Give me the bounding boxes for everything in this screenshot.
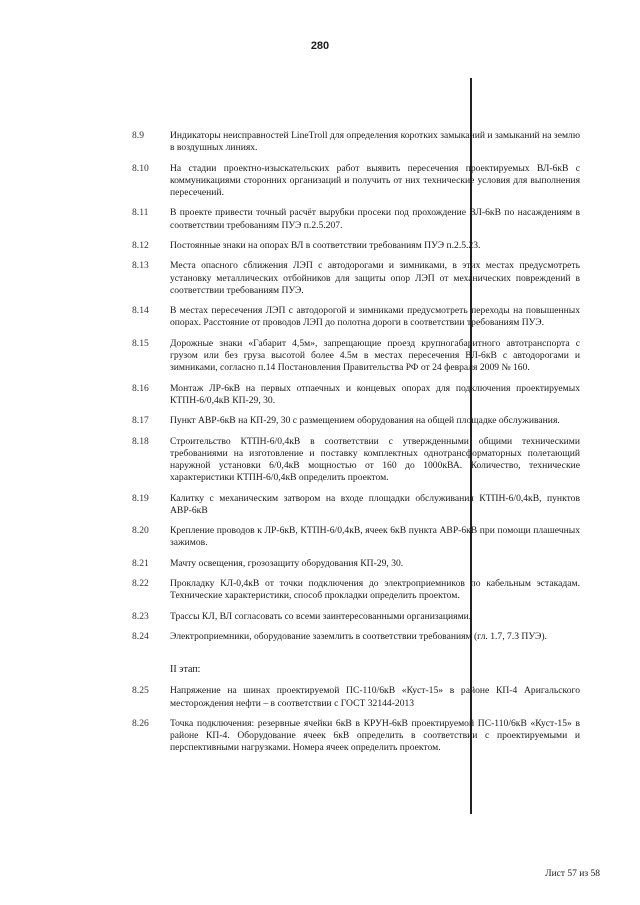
item-text: В местах пересечения ЛЭП с автодорогой и зимниками предусмотреть переходы на повышенных опорах. Расстояние от проводов ЛЭП до полотна дороги в соответствии требованиям ПУЭ.: [170, 305, 580, 329]
item-text: Электроприемники, оборудование заземлить в соответствии требованиям (гл. 1.7, 7.3 ПУЭ).: [170, 631, 547, 643]
list-item: [132, 130, 580, 154]
item-number: 8.19: [132, 492, 149, 504]
item-number: 8.9: [132, 130, 144, 141]
item-text: Крепление проводов к ЛР-6кВ, КТПН-6/0,4кВ, ячеек 6кВ пункта АВР-6кВ при помощи плашечных зажимов.: [170, 525, 580, 549]
page-number: 280: [310, 40, 330, 52]
item-text: Места опасного сближения ЛЭП с автодорогами и зимниками, в этих местах предусмотреть установку металлических отбойников для защиты опор ЛЭП от механических повреждений в соответствии требованиям ПУЭ.: [170, 260, 580, 296]
list-item: [132, 240, 580, 252]
requirements-list: [132, 130, 580, 763]
item-text: В проекте привести точный расчёт вырубки просеки под прохождение ВЛ-6кВ по насаждениям в соответствии требованиям ПУЭ п.2.5.207.: [170, 207, 580, 231]
list-item: [132, 578, 580, 602]
item-text: Прокладку КЛ-0,4кВ от точки подключения до электроприемников по кабельным эстакадам. Технические характеристики, способ прокладки определить проектом.: [170, 578, 580, 602]
item-number: 8.16: [132, 382, 149, 394]
stage-two-items: [132, 685, 580, 754]
item-number: 8.14: [132, 305, 149, 317]
list-item: [132, 525, 580, 549]
item-number: 8.26: [132, 717, 149, 729]
list-item: [132, 415, 580, 427]
list-item: [132, 260, 580, 297]
item-number: 8.11: [132, 207, 149, 219]
list-item: [132, 338, 580, 375]
item-number: 8.21: [132, 557, 149, 569]
item-text: Монтаж ЛР-6кВ на первых отпаечных и концевых опорах для подключения проектируемых КТПН-6/0,4кВ КП-29, 30.: [170, 382, 580, 406]
list-item: [132, 558, 580, 570]
list-item: [132, 611, 580, 623]
sheet-footer: Лист 57 из 58: [545, 869, 600, 879]
item-number: 8.22: [132, 578, 149, 590]
stage-heading: II этап:: [170, 664, 201, 676]
item-text: Пункт АВР-6кВ на КП-29, 30 с размещением оборудования на общей площадке обслуживания.: [170, 415, 560, 427]
list-item: [132, 685, 580, 709]
item-number: 8.12: [132, 239, 149, 251]
item-number: 8.20: [132, 525, 149, 537]
list-item: [132, 493, 580, 517]
list-item: [132, 383, 580, 407]
item-text: Индикаторы неисправностей LineTroll для определения коротких замыканий и замыканий на землю в воздушных линиях.: [170, 130, 580, 154]
item-number: 8.25: [132, 685, 149, 697]
item-number: 8.13: [132, 260, 149, 272]
item-text: Калитку с механическим затвором на входе площадки обслуживания КТПН-6/0,4кВ, пунктов АВР-6кВ: [170, 492, 580, 516]
item-number: 8.17: [132, 415, 149, 427]
item-text: Постоянные знаки на опорах ВЛ в соответствии требованиям ПУЭ п.2.5.23.: [170, 239, 481, 251]
item-number: 8.24: [132, 631, 149, 643]
item-number: 8.18: [132, 435, 149, 447]
item-text: Строительство КТПН-6/0,4кВ в соответствии с утвержденными общими техническими требованиями на изготовление и поставку комплектных однотрансформаторных полетающий наружной установки 6/0,4кВ мощностью от 160 до 1000кВА. Количество, технические характеристики КТПН-6/0,4кВ определить проектом.: [170, 435, 580, 484]
list-item: [132, 207, 580, 231]
item-number: 8.10: [132, 162, 149, 174]
item-number: 8.15: [132, 337, 149, 349]
item-text: На стадии проектно-изыскательских работ выявить пересечения проектируемых ВЛ-6кВ с коммуникациями сторонних организаций и получить от них технические условия для выполнения пересечений.: [170, 162, 580, 198]
list-item: [132, 436, 580, 485]
item-text: Точка подключения: резервные ячейки 6кВ в КРУН-6кВ проектируемой ПС-110/6кВ «Куст-15» в районе КП-4. Оборудование ячеек 6кВ определить в соответствии с проектируемыми и перспективными нагрузками. Номера ячеек определить проектом.: [170, 717, 580, 754]
item-text: Напряжение на шинах проектируемой ПС-110/6кВ «Куст-15» в районе КП-4 Аригальского месторождения нефти – в соответствии с ГОСТ 32144-2013: [170, 685, 580, 709]
list-item: [132, 305, 580, 329]
list-item: [132, 163, 580, 200]
stage-one-items: [132, 130, 580, 643]
item-text: Дорожные знаки «Габарит 4,5м», запрещающие проезд крупногабаритного автотранспорта с грузом или без груза высотой более 4.5м в местах пересечения ВЛ-6кВ с автодорогами и зимниками, согласно п.14 Постановления Правительства РФ от 24 февраля 2009 № 160.: [170, 337, 580, 374]
list-item: [132, 631, 580, 643]
item-text: Трассы КЛ, ВЛ согласовать со всеми заинтересованными организациями.: [170, 610, 472, 622]
item-text: Мачту освещения, грозозащиту оборудования КП-29, 30.: [170, 557, 404, 569]
item-number: 8.23: [132, 610, 149, 622]
list-item: [132, 718, 580, 755]
